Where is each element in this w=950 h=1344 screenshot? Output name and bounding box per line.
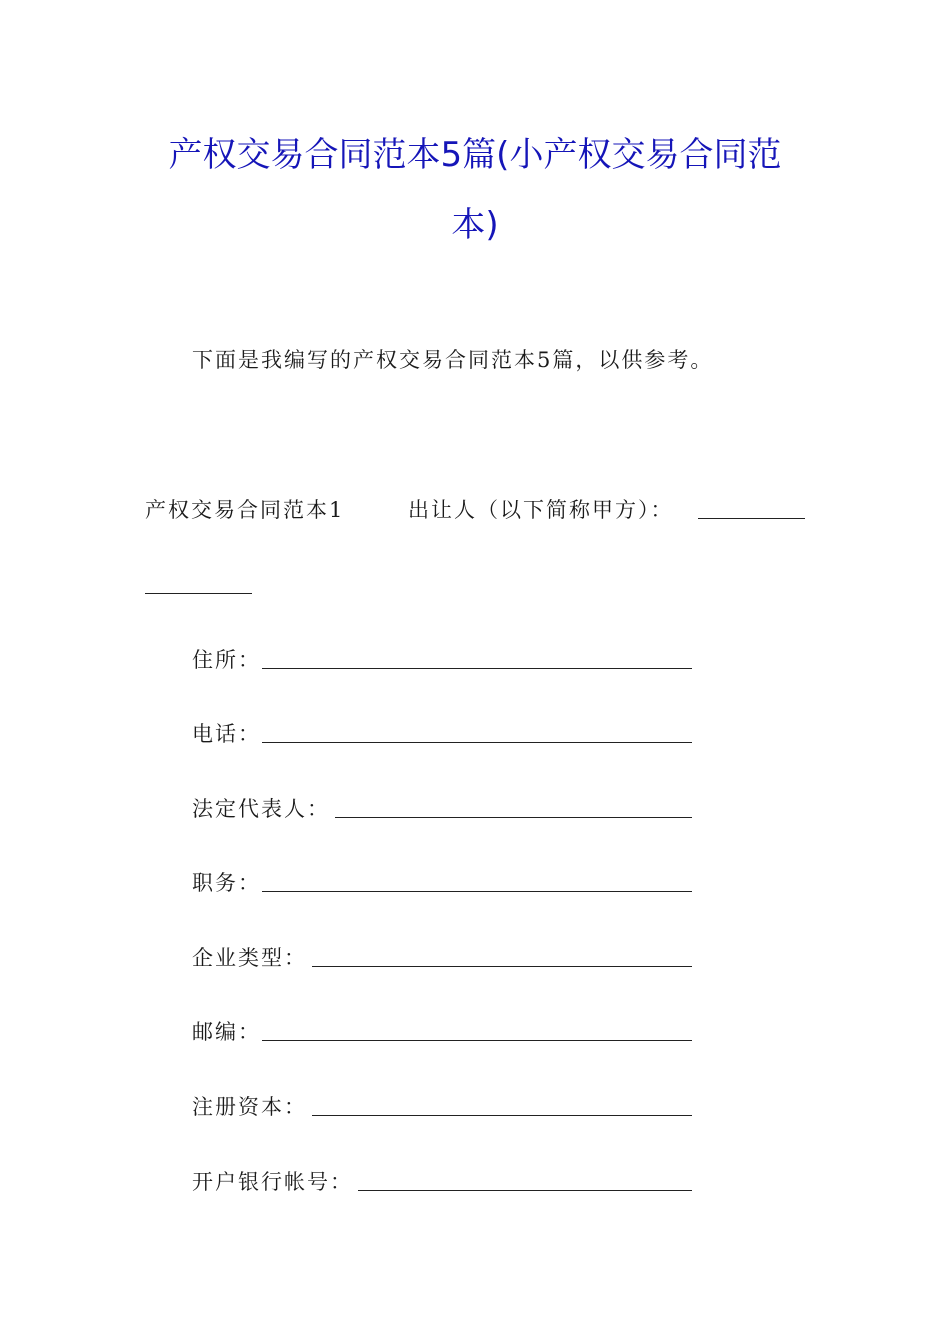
field-label: 注册资本： [192,1095,307,1119]
field-label: 电话： [192,722,261,746]
fill-in-line [262,1040,692,1041]
contract-heading-row [0,496,950,526]
field-legal-representative [192,795,712,825]
fill-in-line [262,742,692,743]
contract-heading: 产权交易合同范本1 [145,498,345,522]
field-bank-account [192,1168,712,1198]
field-label: 开户银行帐号： [192,1170,353,1194]
field-label: 职务： [192,871,261,895]
party-a-label: 出让人（以下简称甲方）： [408,498,674,522]
document-title-line-2: 本) [451,205,499,245]
field-postcode [192,1018,712,1048]
party-a-blank-line [698,518,805,519]
fill-in-line [312,1115,692,1116]
intro-paragraph: 下面是我编写的产权交易合同范本5篇，以供参考。 [192,348,714,372]
party-a-blank-line-continued [145,593,252,594]
field-position [192,869,712,899]
field-label: 企业类型： [192,946,307,970]
fill-in-line [335,817,692,818]
field-registered-capital [192,1093,712,1123]
field-phone [192,720,712,750]
field-enterprise-type [192,944,712,974]
field-address [192,646,712,676]
fill-in-line [312,966,692,967]
fill-in-line [262,668,692,669]
fill-in-line [262,891,692,892]
document-title-line-1: 产权交易合同范本5篇(小产权交易合同范 [168,135,782,175]
field-label: 法定代表人： [192,797,330,821]
field-label: 住所： [192,648,261,672]
field-label: 邮编： [192,1020,261,1044]
fill-in-line [358,1190,692,1191]
